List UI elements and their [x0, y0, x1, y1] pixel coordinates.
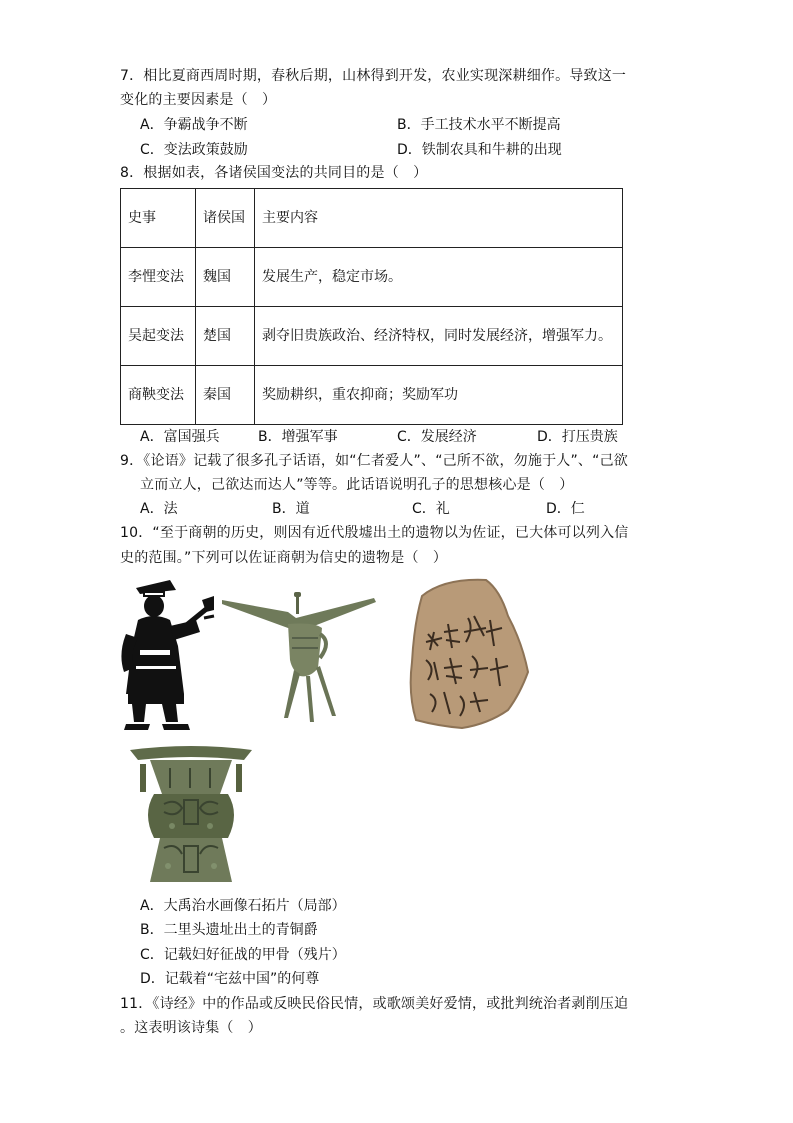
table-cell: 剥夺旧贵族政治、经济特权，同时发展经济，增强军力。 — [255, 307, 623, 366]
he-zun-vessel-image — [124, 742, 258, 888]
table-cell: 秦国 — [196, 366, 255, 425]
q10-option-c[interactable]: C．记载妇好征战的甲骨（残片） — [140, 947, 346, 963]
table-cell: 李悝变法 — [121, 248, 196, 307]
table-row — [121, 366, 623, 425]
oracle-bone-image — [404, 576, 548, 734]
table-cell: 商鞅变法 — [121, 366, 196, 425]
q7-option-d[interactable]: D．铁制农具和牛耕的出现 — [397, 142, 562, 158]
q7-option-a[interactable]: A．争霸战争不断 — [140, 117, 248, 133]
q7-option-b[interactable]: B．手工技术水平不断提高 — [397, 117, 561, 133]
yu-figure-rubbing-image — [118, 576, 216, 734]
table-cell: 吴起变法 — [121, 307, 196, 366]
q9-stem-line2: 立而立人，己欲达而达人”等等。此话语说明孔子的思想核心是（ ） — [140, 477, 574, 493]
q8-option-d[interactable]: D．打压贵族 — [537, 429, 618, 445]
q10-option-b[interactable]: B．二里头遗址出土的青铜爵 — [140, 922, 318, 938]
q10-stem-line1: 10．“至于商朝的历史，则因有近代殷墟出土的遗物以为佐证，已大体可以列入信 — [120, 525, 629, 541]
table-header-cell: 主要内容 — [255, 189, 623, 248]
q8-stem: 8．根据如表，各诸侯国变法的共同目的是（ ） — [120, 165, 428, 181]
table-header-cell: 诸侯国 — [196, 189, 255, 248]
table-cell: 魏国 — [196, 248, 255, 307]
bronze-jue-image — [218, 578, 378, 726]
q8-option-a[interactable]: A．富国强兵 — [140, 429, 220, 445]
reform-table — [120, 188, 623, 425]
table-row — [121, 307, 623, 366]
q8-option-b[interactable]: B．增强军事 — [258, 429, 338, 445]
q10-stem-line2: 史的范围。”下列可以佐证商朝为信史的遗物是（ ） — [120, 550, 448, 566]
table-cell: 奖励耕织，重农抑商；奖励军功 — [255, 366, 623, 425]
q10-option-d[interactable]: D．记载着“宅兹中国”的何尊 — [140, 971, 320, 987]
q9-option-d[interactable]: D．仁 — [546, 501, 585, 517]
q9-option-b[interactable]: B．道 — [272, 501, 310, 517]
q7-stem-line1: 7．相比夏商西周时期，春秋后期，山林得到开发，农业实现深耕细作。导致这一 — [120, 68, 627, 84]
table-row — [121, 248, 623, 307]
table-cell: 发展生产，稳定市场。 — [255, 248, 623, 307]
q9-stem-line1: 9．《论语》记载了很多孔子话语，如“仁者爱人”、“己所不欲，勿施于人”、“己欲 — [120, 453, 628, 469]
q9-option-a[interactable]: A．法 — [140, 501, 178, 517]
q7-stem-line2: 变化的主要因素是（ ） — [120, 92, 277, 108]
table-header-row — [121, 189, 623, 248]
q7-option-c[interactable]: C．变法政策鼓励 — [140, 142, 248, 158]
table-header-cell: 史事 — [121, 189, 196, 248]
q9-option-c[interactable]: C．礼 — [412, 501, 450, 517]
q8-option-c[interactable]: C．发展经济 — [397, 429, 477, 445]
table-cell: 楚国 — [196, 307, 255, 366]
q11-stem-line2: 。这表明该诗集（ ） — [120, 1020, 262, 1036]
q10-option-a[interactable]: A．大禹治水画像石拓片（局部） — [140, 898, 346, 914]
q11-stem-line1: 11．《诗经》中的作品或反映民俗民情，或歌颂美好爱情，或批判统治者剥削压迫 — [120, 996, 629, 1012]
